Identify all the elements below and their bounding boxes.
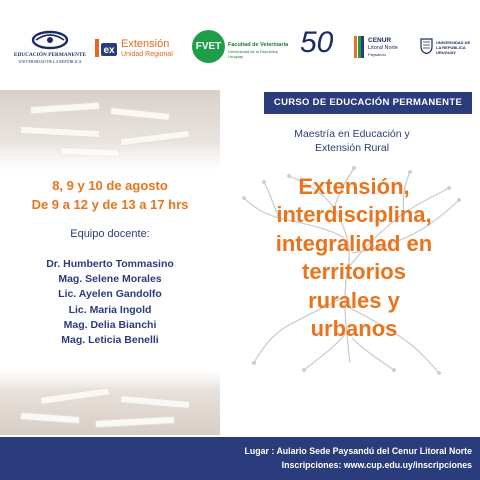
team-list xyxy=(0,257,220,348)
title-line: territorios xyxy=(302,259,406,285)
cenur-line2: Litoral Norte xyxy=(368,45,398,51)
title-line: rurales y xyxy=(308,287,400,313)
team-heading: Equipo docente: xyxy=(70,228,150,240)
title-line: urbanos xyxy=(310,316,398,342)
udelar-shield-icon xyxy=(420,38,433,54)
cenur-logo xyxy=(354,36,414,62)
team-member: Dr. Humberto Tommasino xyxy=(46,258,174,270)
team-member: Mag. Selene Morales xyxy=(58,273,162,286)
schedule xyxy=(0,176,220,214)
anniversary-50-logo xyxy=(300,28,348,64)
extension-mark-text: ex xyxy=(103,45,115,56)
udelar-logo xyxy=(420,38,476,62)
educacion-permanente-logo xyxy=(10,28,90,68)
fvet-line3: Uruguay xyxy=(228,54,244,59)
workshop-photo-bottom xyxy=(0,370,220,435)
title-line: interdisciplina, xyxy=(276,202,432,228)
course-dates: 8, 9 y 10 de agosto xyxy=(52,178,168,193)
team-member: Lic. Ayelen Gandolfo xyxy=(58,288,162,301)
venue-text: Lugar : Aulario Sede Paysandú del Cenur Litoral Norte xyxy=(244,446,472,456)
fvet-logo xyxy=(192,30,292,64)
program-name xyxy=(262,127,442,155)
educacion-permanente-emblem-icon xyxy=(30,28,70,50)
course-type-banner: CURSO DE EDUCACIÓN PERMANENTE xyxy=(264,92,472,114)
program-line1: Maestría en Educación y xyxy=(294,128,410,140)
fvet-line1: Facultad de Veterinaria xyxy=(228,42,289,48)
team-member: Mag. Delia Bianchi xyxy=(63,318,157,331)
team-member: Lic. Maria Ingold xyxy=(68,303,152,316)
extension-logo xyxy=(94,36,189,62)
title-line: integralidad en xyxy=(275,230,433,256)
educacion-permanente-name: EDUCACIÓN PERMANENTE xyxy=(13,52,87,58)
cenur-line1: CENUR xyxy=(368,37,392,44)
fvet-badge: FVET xyxy=(192,30,225,63)
footer-bar xyxy=(0,437,480,480)
fvet-line2: Universidad de la República xyxy=(228,49,278,54)
workshop-photo-top xyxy=(0,90,220,172)
title-line: Extensión, xyxy=(298,174,410,199)
cenur-bars-icon xyxy=(354,36,364,58)
logo-strip xyxy=(0,0,480,90)
anniversary-number: 50 xyxy=(300,26,334,59)
team-member: Mag. Leticia Benelli xyxy=(61,334,159,347)
program-line2: Extensión Rural xyxy=(314,142,390,154)
extension-subtitle: Unidad Regional xyxy=(121,51,173,58)
course-hours: De 9 a 12 y de 13 a 17 hrs xyxy=(31,197,189,212)
extension-mark-icon xyxy=(94,36,118,60)
course-title xyxy=(228,173,480,343)
registration-link[interactable]: Inscripciones: www.cup.edu.uy/inscripciones xyxy=(281,460,472,470)
cenur-line3: Paysandú xyxy=(368,52,386,57)
extension-title: Extensión xyxy=(121,38,170,50)
educacion-permanente-subtitle: UNIVERSIDAD DE LA REPÚBLICA xyxy=(18,59,82,64)
udelar-text: UNIVERSIDAD DE LA REPÚBLICA URUGUAY xyxy=(436,40,471,55)
